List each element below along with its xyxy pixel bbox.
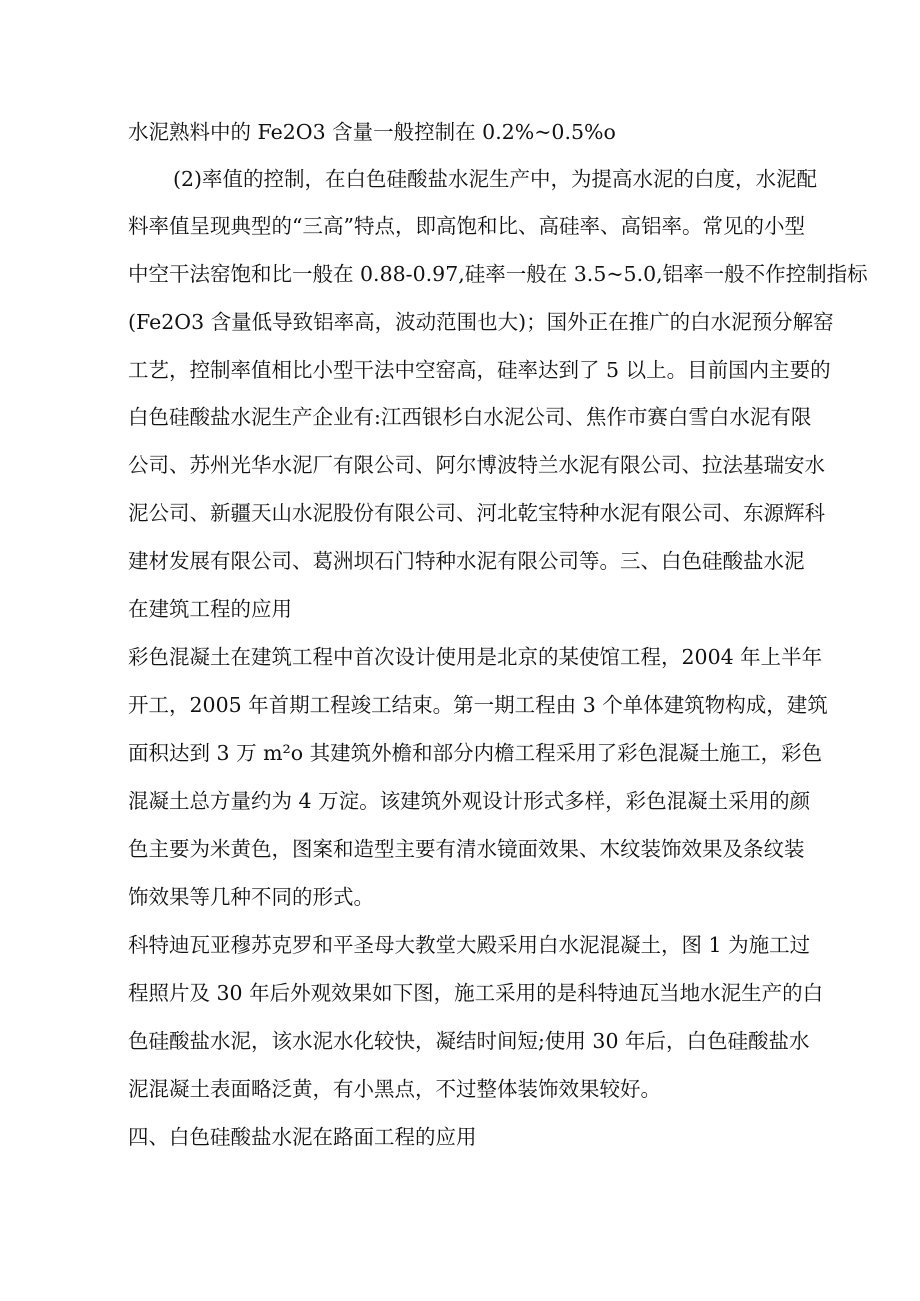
text-line-3: 料率值呈现典型的“三高”特点，即高饱和比、高硅率、高铝率。常见的小型	[128, 214, 805, 238]
text-line-12: 彩色混凝土在建筑工程中首次设计使用是北京的某使馆工程，2004 年上半年	[128, 645, 823, 669]
text-line-1: 水泥熟料中的 Fe2O3 含量一般控制在 0.2%~0.5%o	[128, 120, 616, 144]
text-line-15: 混凝土总方量约为 4 万淀。该建筑外观设计形式多样，彩色混凝土采用的颜	[128, 789, 811, 813]
text-line-2: (2)率值的控制，在白色硅酸盐水泥生产中，为提高水泥的白度，水泥配	[173, 167, 818, 191]
text-line-20: 色硅酸盐水泥，该水泥水化较快，凝结时间短;使用 30 年后，白色硅酸盐水	[128, 1029, 810, 1053]
text-line-14: 面积达到 3 万 m²o 其建筑外檐和部分内檐工程采用了彩色混凝土施工，彩色	[128, 741, 823, 765]
text-line-17: 饰效果等几种不同的形式。	[128, 885, 374, 909]
text-line-4: 中空干法窑饱和比一般在 0.88-0.97,硅率一般在 3.5~5.0,铝率一般不作控制指标	[128, 262, 868, 286]
text-line-9: 泥公司、新疆天山水泥股份有限公司、河北乾宝特种水泥有限公司、东源辉科	[128, 501, 825, 525]
text-line-21: 泥混凝土表面略泛黄，有小黑点，不过整体装饰效果较好。	[128, 1077, 661, 1101]
text-line-8: 公司、苏州光华水泥厂有限公司、阿尔博波特兰水泥有限公司、拉法基瑞安水	[128, 453, 825, 477]
text-line-16: 色主要为米黄色，图案和造型主要有清水镜面效果、木纹装饰效果及条纹装	[128, 837, 805, 861]
text-line-18: 科特迪瓦亚穆苏克罗和平圣母大教堂大殿采用白水泥混凝土，图 1 为施工过	[128, 933, 811, 957]
text-line-7: 白色硅酸盐水泥生产企业有:江西银杉白水泥公司、焦作市赛白雪白水泥有限	[128, 405, 812, 429]
text-line-5: (Fe2O3 含量低导致铝率高，波动范围也大)；国外正在推广的白水泥预分解窑	[128, 310, 834, 334]
text-line-6: 工艺，控制率值相比小型干法中空窑高，硅率达到了 5 以上。目前国内主要的	[128, 358, 831, 382]
text-line-11: 在建筑工程的应用	[128, 597, 292, 621]
text-line-10: 建材发展有限公司、葛洲坝石门特种水泥有限公司等。三、白色硅酸盐水泥	[128, 549, 805, 573]
text-line-19: 程照片及 30 年后外观效果如下图，施工采用的是科特迪瓦当地水泥生产的白	[128, 981, 824, 1005]
text-line-13: 开工，2005 年首期工程竣工结束。第一期工程由 3 个单体建筑物构成，建筑	[128, 693, 828, 717]
section-heading: 四、白色硅酸盐水泥在路面工程的应用	[128, 1125, 477, 1149]
